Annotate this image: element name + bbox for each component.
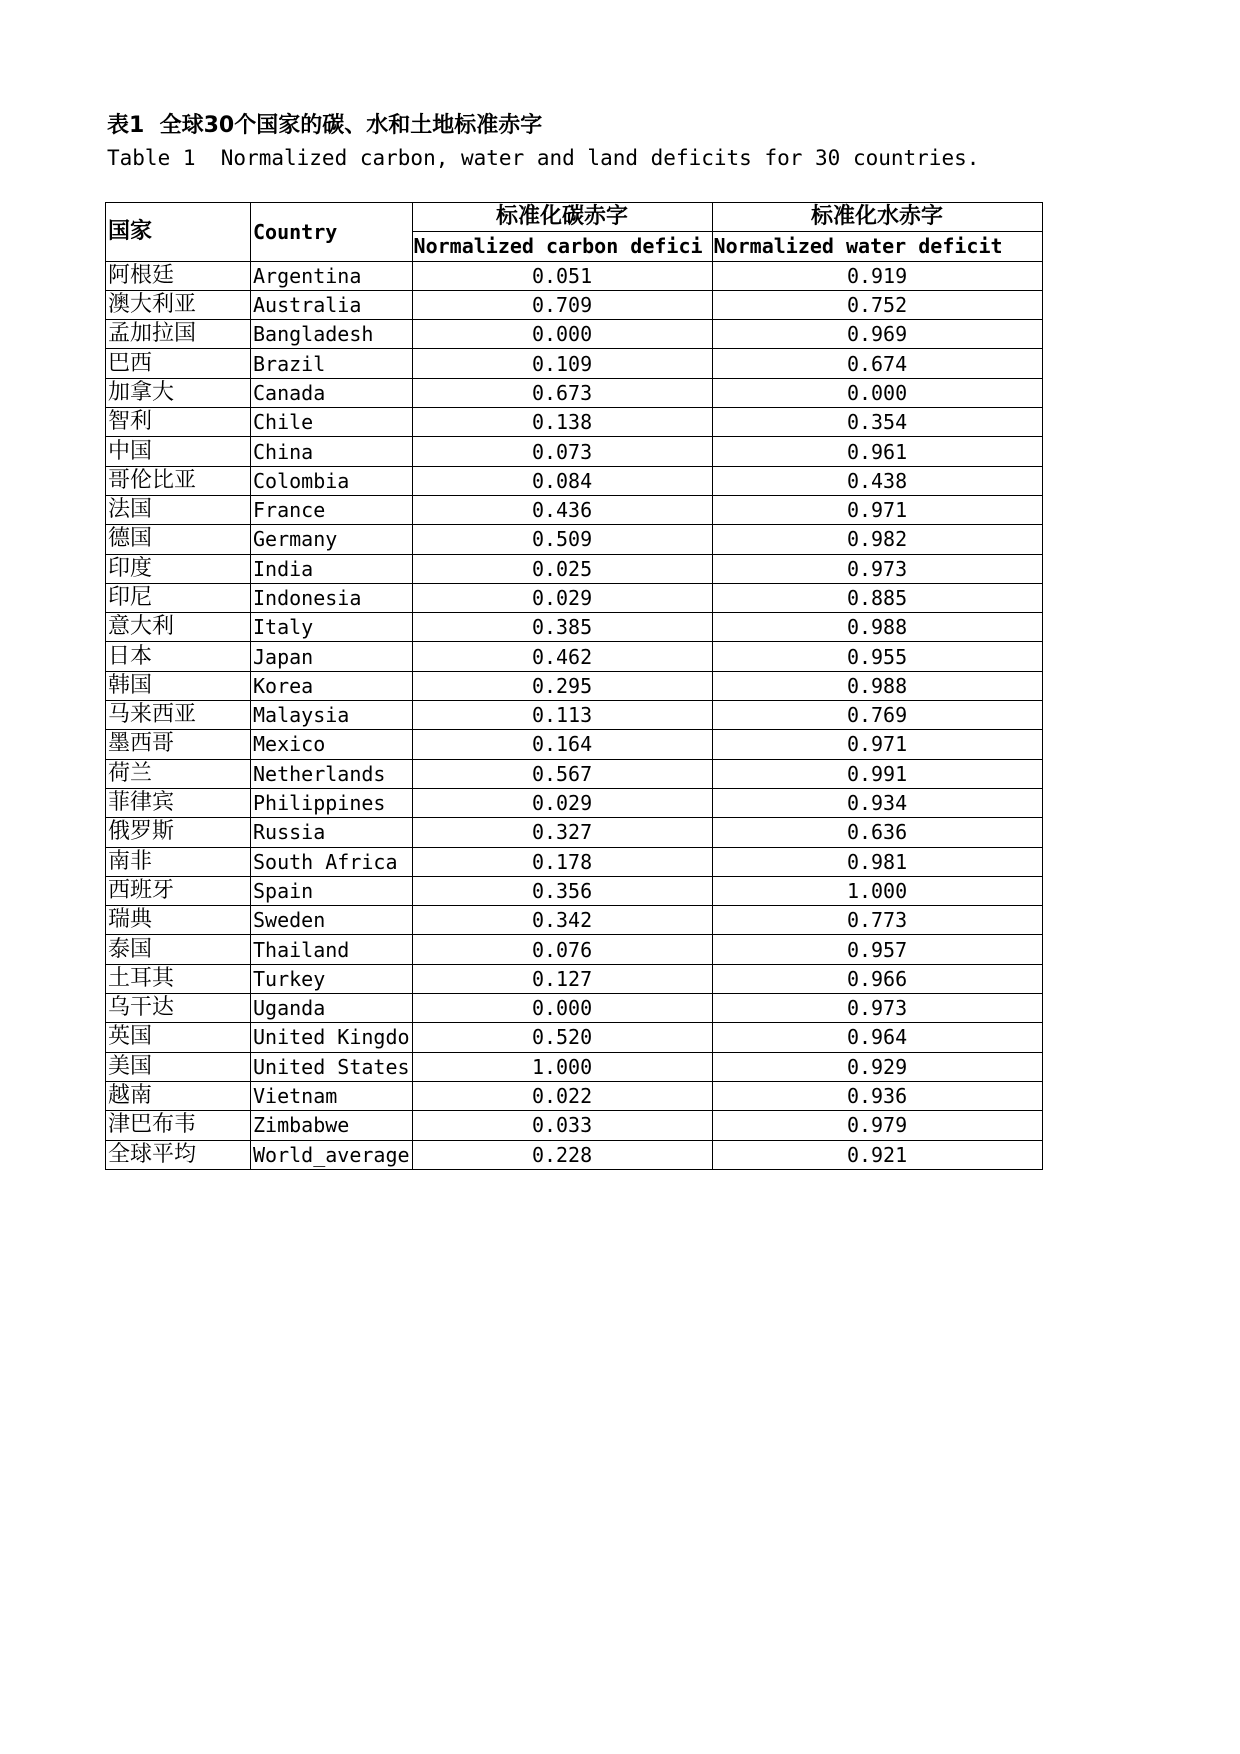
carbon-deficit-value: 0.356 (412, 876, 712, 905)
table-row (106, 1052, 1043, 1081)
water-deficit-value: 1.000 (712, 876, 1042, 905)
table-title-chinese: 表1 全球30个国家的碳、水和土地标准赤字 (107, 113, 543, 138)
country-name-cn: 马来西亚 (106, 701, 251, 730)
water-deficit-value: 0.971 (712, 495, 1042, 524)
water-deficit-value: 0.988 (712, 671, 1042, 700)
country-name-cn: 日本 (106, 642, 251, 671)
carbon-deficit-value: 0.029 (412, 788, 712, 817)
country-name-en: Korea (251, 671, 413, 700)
country-name-cn: 孟加拉国 (106, 320, 251, 349)
country-name-en: Germany (251, 525, 413, 554)
table-row (106, 466, 1043, 495)
carbon-deficit-value: 0.127 (412, 964, 712, 993)
table-row (106, 671, 1043, 700)
country-name-en: Sweden (251, 906, 413, 935)
table-row (106, 378, 1043, 407)
header-carbon-cn: 标准化碳赤字 (412, 203, 712, 232)
country-name-cn: 中国 (106, 437, 251, 466)
country-name-cn: 德国 (106, 525, 251, 554)
carbon-deficit-value: 1.000 (412, 1052, 712, 1081)
carbon-deficit-value: 0.327 (412, 818, 712, 847)
table-row (106, 525, 1043, 554)
country-name-en: Philippines (251, 788, 413, 817)
carbon-deficit-value: 0.073 (412, 437, 712, 466)
country-name-en: Thailand (251, 935, 413, 964)
country-name-cn: 西班牙 (106, 876, 251, 905)
country-name-en: Vietnam (251, 1081, 413, 1110)
carbon-deficit-value: 0.076 (412, 935, 712, 964)
country-name-en: Turkey (251, 964, 413, 993)
carbon-deficit-value: 0.138 (412, 408, 712, 437)
country-name-cn: 墨西哥 (106, 730, 251, 759)
country-name-cn: 韩国 (106, 671, 251, 700)
water-deficit-value: 0.955 (712, 642, 1042, 671)
country-name-en: Argentina (251, 261, 413, 290)
carbon-deficit-value: 0.436 (412, 495, 712, 524)
water-deficit-value: 0.964 (712, 1023, 1042, 1052)
country-name-cn: 加拿大 (106, 378, 251, 407)
table-row (106, 349, 1043, 378)
country-name-cn: 印度 (106, 554, 251, 583)
country-name-cn: 南非 (106, 847, 251, 876)
water-deficit-value: 0.752 (712, 290, 1042, 319)
carbon-deficit-value: 0.342 (412, 906, 712, 935)
table-row (106, 847, 1043, 876)
carbon-deficit-value: 0.033 (412, 1111, 712, 1140)
table-row (106, 408, 1043, 437)
carbon-deficit-value: 0.295 (412, 671, 712, 700)
carbon-deficit-value: 0.520 (412, 1023, 712, 1052)
water-deficit-value: 0.936 (712, 1081, 1042, 1110)
country-name-cn: 泰国 (106, 935, 251, 964)
carbon-deficit-value: 0.025 (412, 554, 712, 583)
table-row (106, 554, 1043, 583)
carbon-deficit-value: 0.000 (412, 320, 712, 349)
water-deficit-value: 0.981 (712, 847, 1042, 876)
country-name-en: Chile (251, 408, 413, 437)
table-row (106, 876, 1043, 905)
water-deficit-value: 0.979 (712, 1111, 1042, 1140)
country-name-cn: 全球平均 (106, 1140, 251, 1169)
table-row (106, 1081, 1043, 1110)
carbon-deficit-value: 0.228 (412, 1140, 712, 1169)
country-name-cn: 英国 (106, 1023, 251, 1052)
water-deficit-value: 0.674 (712, 349, 1042, 378)
table-row (106, 1023, 1043, 1052)
country-name-en: Brazil (251, 349, 413, 378)
water-deficit-value: 0.991 (712, 759, 1042, 788)
country-name-en: Malaysia (251, 701, 413, 730)
header-carbon-en: Normalized carbon defici (412, 232, 712, 261)
water-deficit-value: 0.773 (712, 906, 1042, 935)
country-name-en: United Kingdo (251, 1023, 413, 1052)
water-deficit-value: 0.769 (712, 701, 1042, 730)
water-deficit-value: 0.885 (712, 583, 1042, 612)
carbon-deficit-value: 0.178 (412, 847, 712, 876)
country-name-en: Uganda (251, 994, 413, 1023)
carbon-deficit-value: 0.051 (412, 261, 712, 290)
table-title-english: Table 1 Normalized carbon, water and land deficits for 30 countries. (107, 146, 980, 170)
table-row (106, 495, 1043, 524)
country-name-en: South Africa (251, 847, 413, 876)
country-name-cn: 美国 (106, 1052, 251, 1081)
country-name-cn: 俄罗斯 (106, 818, 251, 847)
country-name-cn: 法国 (106, 495, 251, 524)
table-row (106, 261, 1043, 290)
country-name-en: India (251, 554, 413, 583)
header-water-en: Normalized water deficit (712, 232, 1042, 261)
table-body (106, 261, 1043, 1169)
water-deficit-value: 0.934 (712, 788, 1042, 817)
table-row (106, 290, 1043, 319)
header-country-en: Country (251, 203, 413, 262)
country-name-en: Colombia (251, 466, 413, 495)
country-name-cn: 澳大利亚 (106, 290, 251, 319)
carbon-deficit-value: 0.673 (412, 378, 712, 407)
country-name-en: Zimbabwe (251, 1111, 413, 1140)
header-row-chinese (106, 203, 1043, 232)
country-name-en: United States (251, 1052, 413, 1081)
country-name-cn: 土耳其 (106, 964, 251, 993)
country-name-en: Australia (251, 290, 413, 319)
carbon-deficit-value: 0.385 (412, 613, 712, 642)
country-name-en: Netherlands (251, 759, 413, 788)
carbon-deficit-value: 0.113 (412, 701, 712, 730)
water-deficit-value: 0.969 (712, 320, 1042, 349)
table-row (106, 906, 1043, 935)
country-name-cn: 荷兰 (106, 759, 251, 788)
carbon-deficit-value: 0.084 (412, 466, 712, 495)
water-deficit-value: 0.966 (712, 964, 1042, 993)
carbon-deficit-value: 0.567 (412, 759, 712, 788)
table-row (106, 730, 1043, 759)
carbon-deficit-value: 0.709 (412, 290, 712, 319)
country-name-en: Bangladesh (251, 320, 413, 349)
water-deficit-value: 0.961 (712, 437, 1042, 466)
water-deficit-value: 0.438 (712, 466, 1042, 495)
water-deficit-value: 0.971 (712, 730, 1042, 759)
water-deficit-value: 0.973 (712, 994, 1042, 1023)
table-row (106, 1111, 1043, 1140)
table-row (106, 788, 1043, 817)
table-row (106, 935, 1043, 964)
country-name-cn: 哥伦比亚 (106, 466, 251, 495)
country-name-en: Indonesia (251, 583, 413, 612)
country-name-cn: 越南 (106, 1081, 251, 1110)
country-name-en: France (251, 495, 413, 524)
country-name-cn: 津巴布韦 (106, 1111, 251, 1140)
header-country-cn: 国家 (106, 203, 251, 262)
deficit-table (105, 202, 1043, 1170)
carbon-deficit-value: 0.022 (412, 1081, 712, 1110)
country-name-cn: 意大利 (106, 613, 251, 642)
table-row (106, 613, 1043, 642)
table-row (106, 818, 1043, 847)
water-deficit-value: 0.919 (712, 261, 1042, 290)
table-row (106, 964, 1043, 993)
country-name-cn: 菲律宾 (106, 788, 251, 817)
water-deficit-value: 0.921 (712, 1140, 1042, 1169)
country-name-cn: 瑞典 (106, 906, 251, 935)
carbon-deficit-value: 0.000 (412, 994, 712, 1023)
carbon-deficit-value: 0.462 (412, 642, 712, 671)
header-water-cn: 标准化水赤字 (712, 203, 1042, 232)
water-deficit-value: 0.982 (712, 525, 1042, 554)
country-name-en: Spain (251, 876, 413, 905)
water-deficit-value: 0.636 (712, 818, 1042, 847)
water-deficit-value: 0.988 (712, 613, 1042, 642)
water-deficit-value: 0.973 (712, 554, 1042, 583)
table-row (106, 759, 1043, 788)
water-deficit-value: 0.957 (712, 935, 1042, 964)
carbon-deficit-value: 0.109 (412, 349, 712, 378)
table-row (106, 1140, 1043, 1169)
table-header (106, 203, 1043, 262)
carbon-deficit-value: 0.164 (412, 730, 712, 759)
carbon-deficit-value: 0.029 (412, 583, 712, 612)
table-row (106, 701, 1043, 730)
water-deficit-value: 0.929 (712, 1052, 1042, 1081)
table-row (106, 994, 1043, 1023)
water-deficit-value: 0.354 (712, 408, 1042, 437)
water-deficit-value: 0.000 (712, 378, 1042, 407)
country-name-cn: 乌干达 (106, 994, 251, 1023)
table-row (106, 642, 1043, 671)
country-name-en: Japan (251, 642, 413, 671)
carbon-deficit-value: 0.509 (412, 525, 712, 554)
country-name-en: Russia (251, 818, 413, 847)
country-name-en: World_average (251, 1140, 413, 1169)
country-name-cn: 巴西 (106, 349, 251, 378)
country-name-cn: 印尼 (106, 583, 251, 612)
country-name-en: China (251, 437, 413, 466)
country-name-en: Italy (251, 613, 413, 642)
table-row (106, 437, 1043, 466)
country-name-en: Canada (251, 378, 413, 407)
country-name-cn: 智利 (106, 408, 251, 437)
country-name-en: Mexico (251, 730, 413, 759)
country-name-cn: 阿根廷 (106, 261, 251, 290)
table-row (106, 320, 1043, 349)
table-row (106, 583, 1043, 612)
